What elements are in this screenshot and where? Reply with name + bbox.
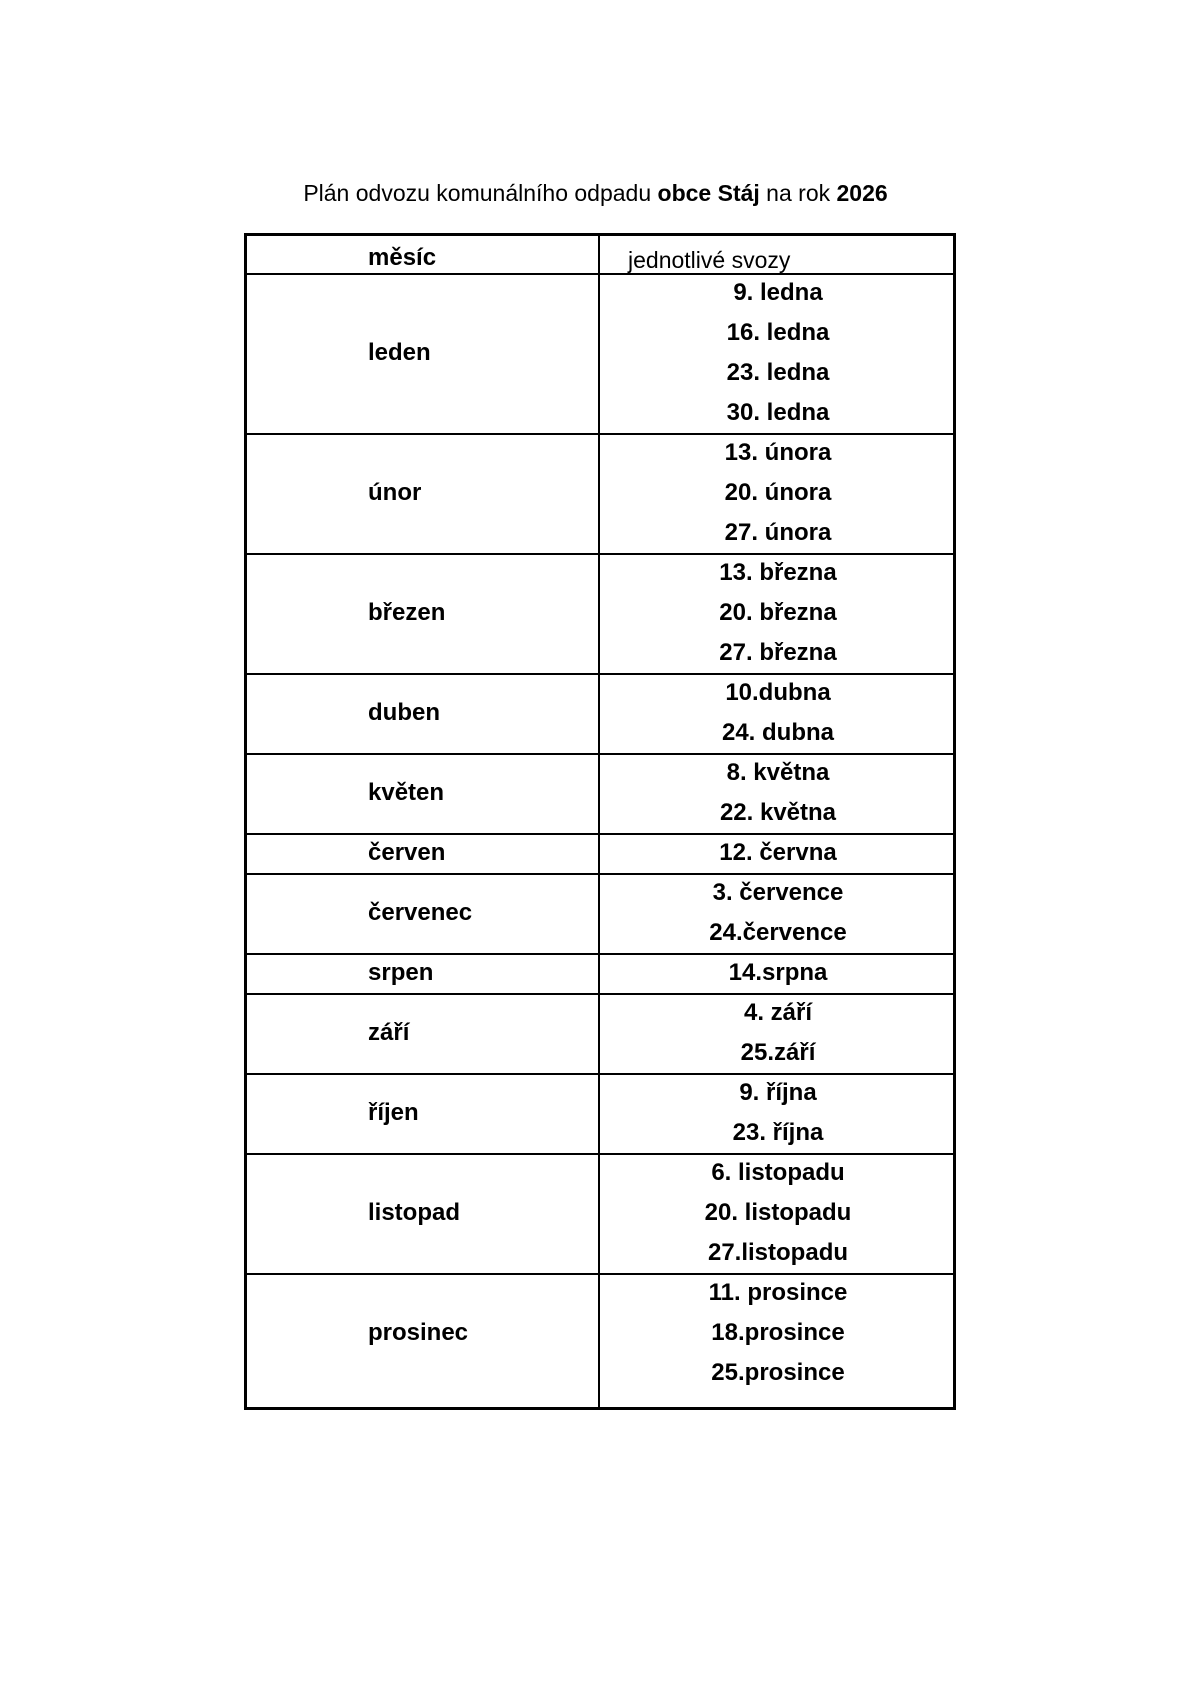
- row-divider: [244, 953, 956, 955]
- month-label: červen: [368, 839, 446, 866]
- pickup-date: 13. března: [719, 559, 837, 586]
- row-divider: [244, 873, 956, 875]
- header-pickups: jednotlivé svozy: [628, 247, 791, 273]
- month-label: červenec: [368, 899, 473, 926]
- pickup-date: 27. února: [724, 519, 832, 546]
- row-divider: [244, 1153, 956, 1155]
- pickup-date: 20. března: [719, 599, 837, 626]
- pickup-date: 22. května: [719, 799, 837, 826]
- month-label: říjen: [368, 1099, 419, 1126]
- pickup-date: 8. května: [726, 759, 830, 786]
- pickup-date: 23. ledna: [726, 359, 830, 386]
- row-divider: [244, 993, 956, 995]
- pickup-date: 27.listopadu: [707, 1239, 849, 1266]
- pickup-date: 24.července: [709, 919, 847, 946]
- pickup-date: 20. února: [724, 479, 832, 506]
- row-divider: [244, 1073, 956, 1075]
- pickup-date: 18.prosince: [711, 1319, 845, 1346]
- row-divider: [244, 753, 956, 755]
- month-label: listopad: [368, 1199, 461, 1226]
- pickup-date: 24. dubna: [721, 719, 835, 746]
- pickup-date: 9. října: [739, 1079, 817, 1106]
- pickup-date: 12. června: [719, 839, 837, 866]
- row-divider: [244, 273, 956, 275]
- title-prefix: Plán odvozu komunálního odpadu: [303, 180, 658, 206]
- title-year: 2026: [836, 180, 888, 206]
- pickup-date: 27. března: [719, 639, 837, 666]
- month-label: březen: [368, 599, 446, 626]
- page-title: [0, 178, 1191, 208]
- month-label: leden: [368, 339, 431, 366]
- pickup-date: 11. prosince: [708, 1279, 848, 1306]
- pickup-date: 6. listopadu: [711, 1159, 845, 1186]
- pickup-date: 25.prosince: [711, 1359, 845, 1386]
- month-label: srpen: [368, 959, 434, 986]
- month-label: únor: [368, 479, 422, 506]
- month-label: prosinec: [368, 1319, 469, 1346]
- pickup-date: 30. ledna: [726, 399, 830, 426]
- pickup-date: 16. ledna: [726, 319, 830, 346]
- row-divider: [244, 833, 956, 835]
- month-label: duben: [368, 699, 440, 726]
- row-divider: [244, 1273, 956, 1275]
- pickup-date: 10.dubna: [725, 679, 831, 706]
- title-entity: obce Stáj: [657, 180, 760, 206]
- month-label: květen: [368, 779, 445, 806]
- pickup-date: 3. července: [712, 879, 844, 906]
- pickup-date: 14.srpna: [728, 959, 828, 986]
- row-divider: [244, 673, 956, 675]
- pickup-date: 9. ledna: [733, 279, 823, 306]
- month-label: září: [368, 1019, 410, 1046]
- header-month: měsíc: [368, 244, 437, 271]
- pickup-date: 4. září: [743, 999, 813, 1026]
- pickup-date: 13. února: [724, 439, 832, 466]
- row-divider: [244, 433, 956, 435]
- pickup-date: 20. listopadu: [704, 1199, 852, 1226]
- row-divider: [244, 553, 956, 555]
- pickup-date: 23. října: [732, 1119, 824, 1146]
- title-middle: na rok: [759, 180, 837, 206]
- pickup-date: 25.září: [740, 1039, 816, 1066]
